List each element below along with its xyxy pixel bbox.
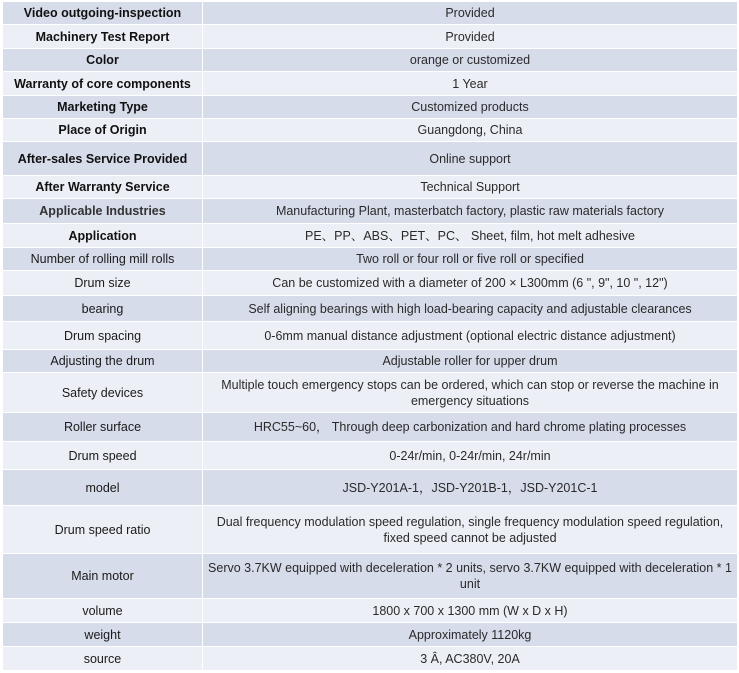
table-row bbox=[3, 296, 738, 322]
row-label: Application bbox=[3, 224, 203, 248]
row-value: Self aligning bearings with high load-bearing capacity and adjustable clearances bbox=[203, 296, 738, 322]
row-label: Warranty of core components bbox=[3, 72, 203, 96]
row-value: Servo 3.7KW equipped with deceleration * 2 units, servo 3.7KW equipped with deceleration * 1 unit bbox=[203, 554, 738, 599]
row-label: model bbox=[3, 470, 203, 506]
row-value: 1800 x 700 x 1300 mm (W x D x H) bbox=[203, 599, 738, 623]
row-value: Dual frequency modulation speed regulation, single frequency modulation speed regulation, fixed speed cannot be adjusted bbox=[203, 506, 738, 554]
row-value: Can be customized with a diameter of 200 × L300mm (6 ", 9", 10 ", 12") bbox=[203, 271, 738, 296]
row-value: 0-6mm manual distance adjustment (optional electric distance adjustment) bbox=[203, 322, 738, 350]
row-label: volume bbox=[3, 599, 203, 623]
row-value: Guangdong, China bbox=[203, 119, 738, 142]
table-row bbox=[3, 350, 738, 373]
row-value: 0-24r/min, 0-24r/min, 24r/min bbox=[203, 442, 738, 470]
row-value: Provided bbox=[203, 2, 738, 25]
row-value: Two roll or four roll or five roll or specified bbox=[203, 248, 738, 271]
table-row bbox=[3, 506, 738, 554]
row-value: 3 Â, AC380V, 20A bbox=[203, 647, 738, 671]
table-row bbox=[3, 413, 738, 442]
table-row bbox=[3, 199, 738, 224]
row-value: Online support bbox=[203, 142, 738, 176]
table-row bbox=[3, 49, 738, 72]
table-row bbox=[3, 623, 738, 647]
table-row bbox=[3, 442, 738, 470]
row-value: Multiple touch emergency stops can be ordered, which can stop or reverse the machine in emergency situations bbox=[203, 373, 738, 413]
row-label: Adjusting the drum bbox=[3, 350, 203, 373]
row-value: 1 Year bbox=[203, 72, 738, 96]
row-label: Color bbox=[3, 49, 203, 72]
table-row bbox=[3, 25, 738, 49]
row-label: After-sales Service Provided bbox=[3, 142, 203, 176]
row-value: Manufacturing Plant, masterbatch factory, plastic raw materials factory bbox=[203, 199, 738, 224]
row-value: orange or customized bbox=[203, 49, 738, 72]
spec-table bbox=[2, 1, 738, 671]
row-label: Safety devices bbox=[3, 373, 203, 413]
row-label: source bbox=[3, 647, 203, 671]
table-row bbox=[3, 224, 738, 248]
table-row bbox=[3, 72, 738, 96]
table-row bbox=[3, 470, 738, 506]
row-value: JSD-Y201A-1，JSD-Y201B-1，JSD-Y201C-1 bbox=[203, 470, 738, 506]
row-value: Technical Support bbox=[203, 176, 738, 199]
table-row bbox=[3, 2, 738, 25]
row-label: Number of rolling mill rolls bbox=[3, 248, 203, 271]
row-value: PE、PP、ABS、PET、PC、 Sheet, film, hot melt adhesive bbox=[203, 224, 738, 248]
row-label: Roller surface bbox=[3, 413, 203, 442]
row-value: Adjustable roller for upper drum bbox=[203, 350, 738, 373]
table-row bbox=[3, 142, 738, 176]
table-row bbox=[3, 248, 738, 271]
table-row bbox=[3, 373, 738, 413]
row-label: Applicable Industries bbox=[3, 199, 203, 224]
row-label: weight bbox=[3, 623, 203, 647]
table-row bbox=[3, 554, 738, 599]
row-label: bearing bbox=[3, 296, 203, 322]
row-value: Provided bbox=[203, 25, 738, 49]
row-label: Video outgoing-inspection bbox=[3, 2, 203, 25]
table-row bbox=[3, 176, 738, 199]
row-label: Drum size bbox=[3, 271, 203, 296]
table-row bbox=[3, 96, 738, 119]
row-value: HRC55~60， Through deep carbonization and hard chrome plating processes bbox=[203, 413, 738, 442]
row-label: Main motor bbox=[3, 554, 203, 599]
table-row bbox=[3, 271, 738, 296]
table-row bbox=[3, 647, 738, 671]
row-value: Approximately 1120kg bbox=[203, 623, 738, 647]
row-label: Drum speed ratio bbox=[3, 506, 203, 554]
table-row bbox=[3, 322, 738, 350]
row-value: Customized products bbox=[203, 96, 738, 119]
row-label: Drum speed bbox=[3, 442, 203, 470]
row-label: Marketing Type bbox=[3, 96, 203, 119]
table-row bbox=[3, 119, 738, 142]
row-label: Machinery Test Report bbox=[3, 25, 203, 49]
table-row bbox=[3, 599, 738, 623]
row-label: Place of Origin bbox=[3, 119, 203, 142]
row-label: Drum spacing bbox=[3, 322, 203, 350]
row-label: After Warranty Service bbox=[3, 176, 203, 199]
